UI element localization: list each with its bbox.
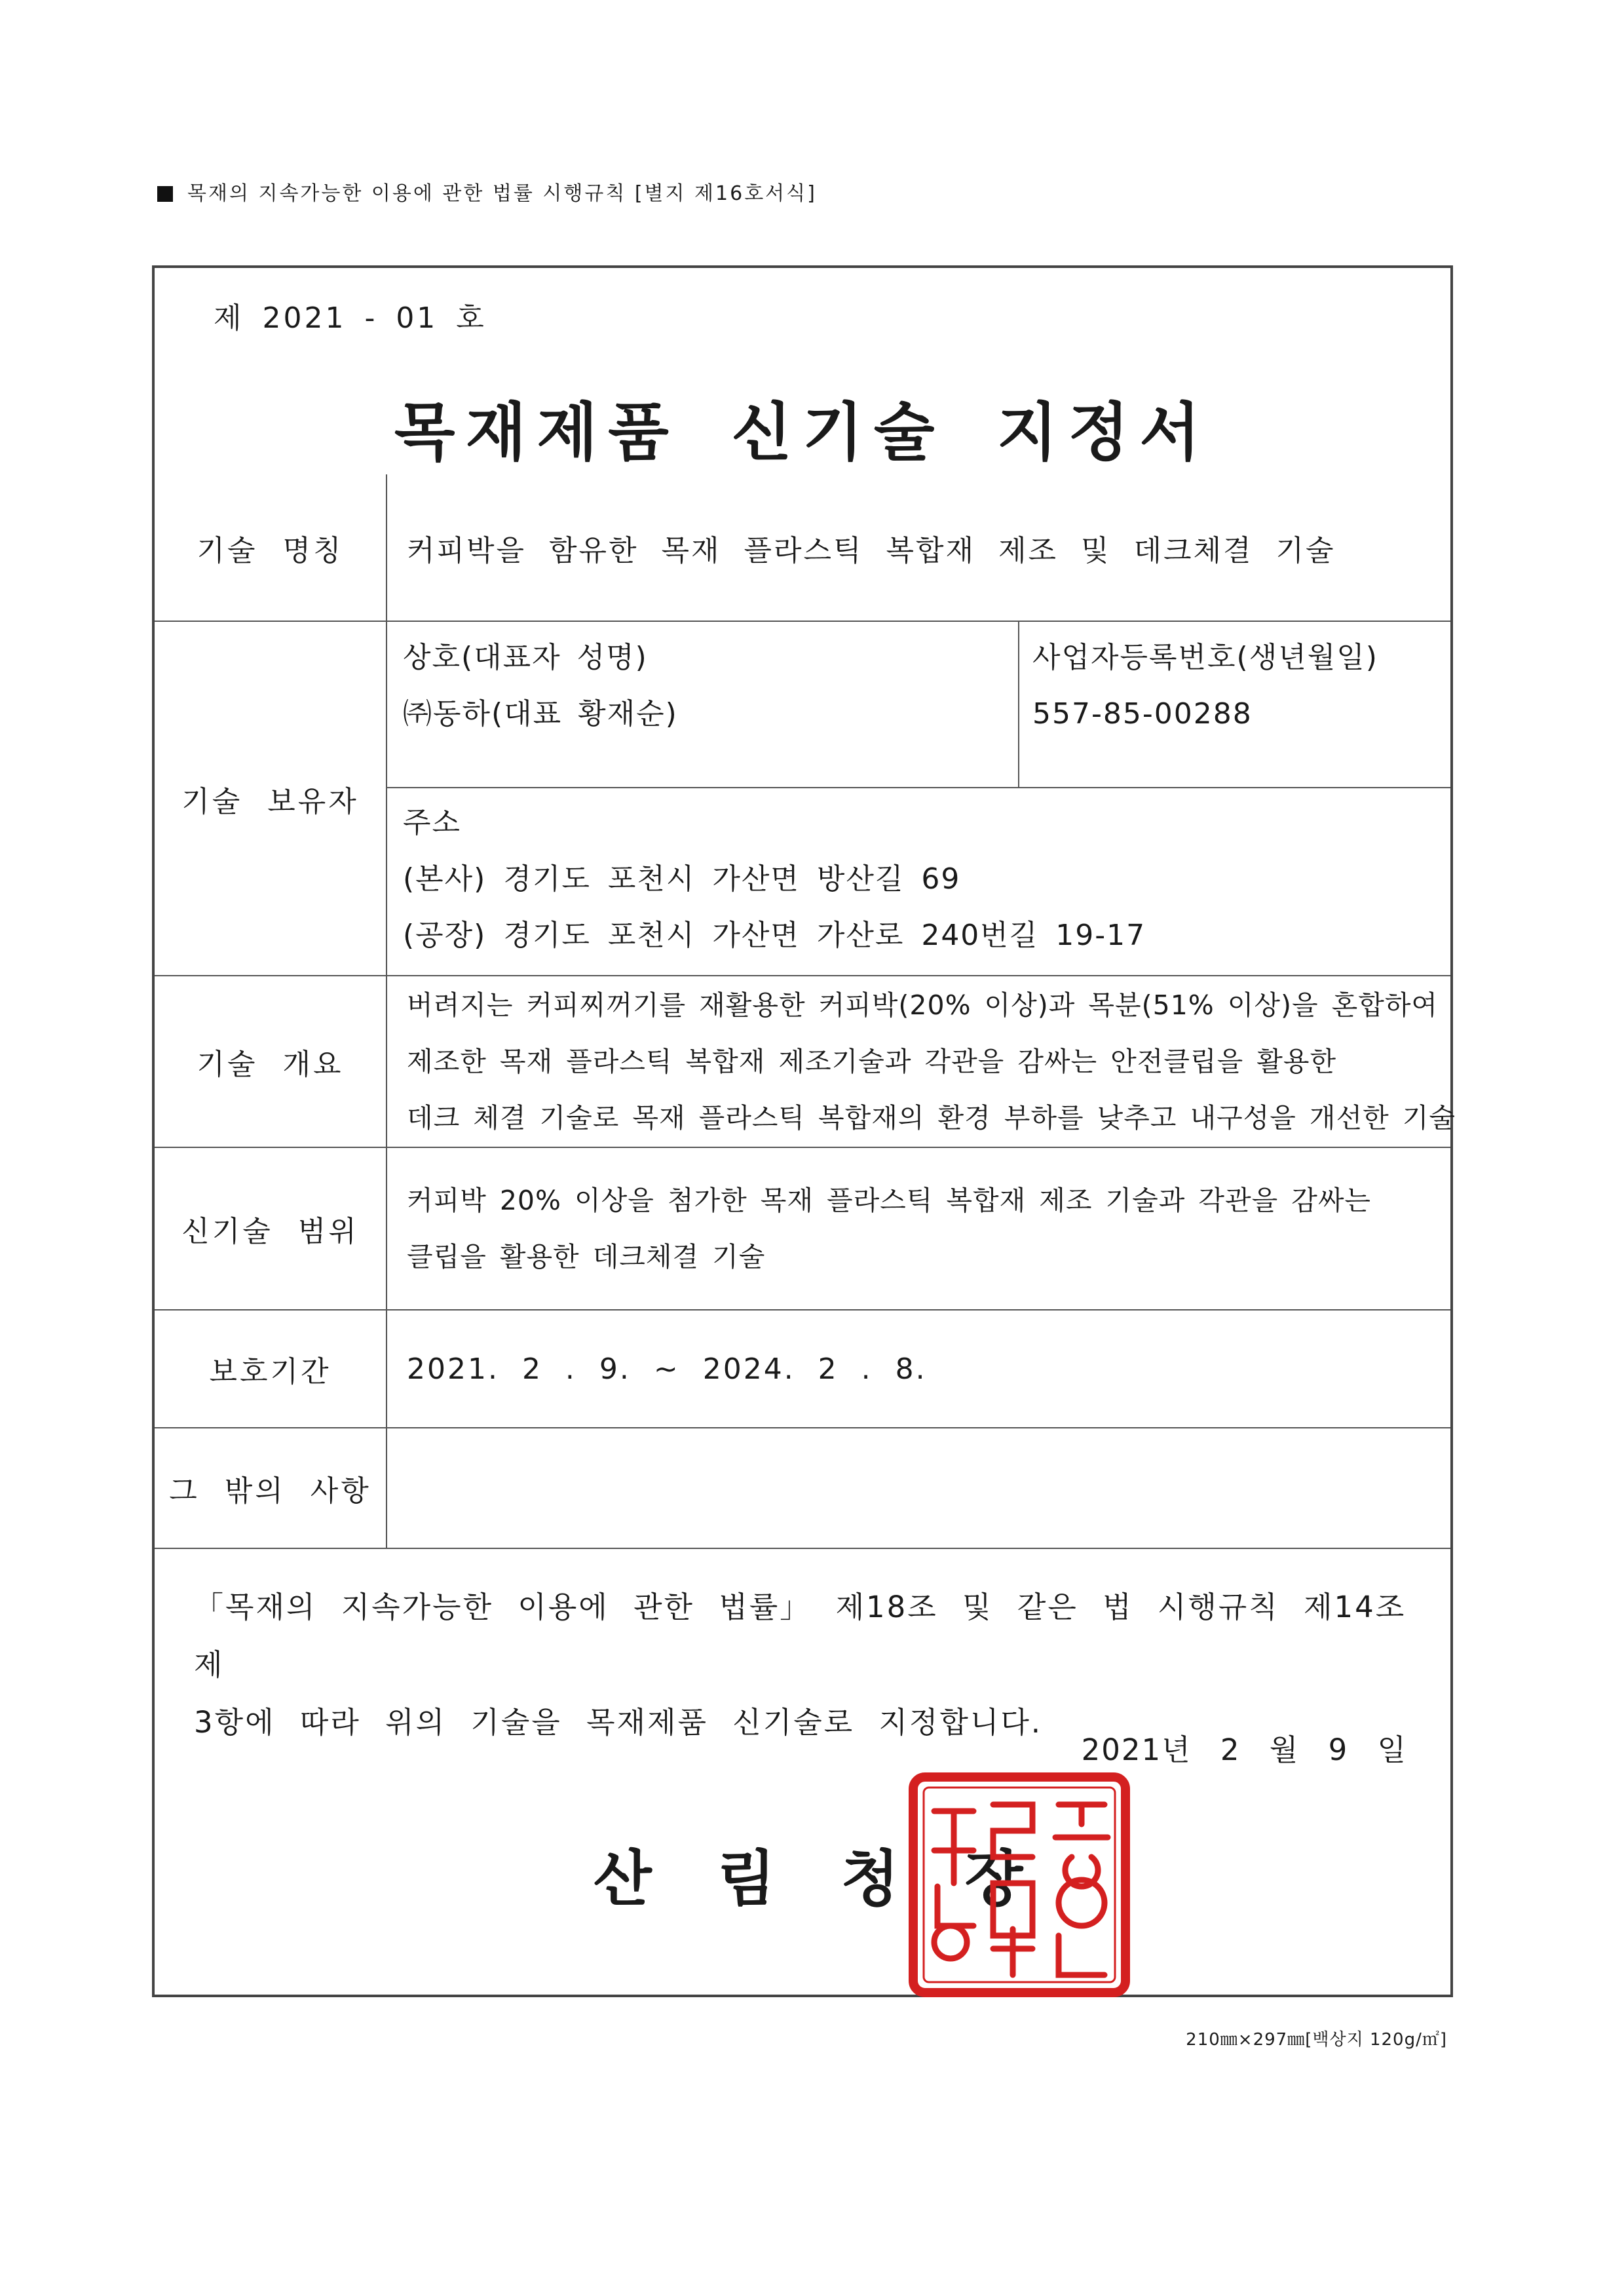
seal-glyph xyxy=(993,1805,1032,1936)
other-value xyxy=(387,1428,1450,1548)
scope-line: 커피박 20% 이상을 첨가한 목재 플라스틱 복합재 제조 기술과 각관을 감싸는 xyxy=(407,1185,1372,1216)
document-number: 제 2021 - 01 호 xyxy=(214,301,487,335)
overview-label: 기술 개요 xyxy=(155,976,387,1147)
row-overview xyxy=(155,976,1450,1147)
period-label: 보호기간 xyxy=(155,1310,387,1428)
company-label: 상호(대표자 성명) xyxy=(403,641,648,674)
seal-glyph xyxy=(1055,1805,1108,1926)
tech-name-value: 커피박을 함유한 목재 플라스틱 복합재 제조 및 데크체결 기술 xyxy=(387,474,1450,621)
row-tech-name xyxy=(155,474,1450,621)
overview-value xyxy=(387,976,1456,1147)
company-cell xyxy=(387,622,1019,787)
statement-line: 3항에 따라 위의 기술을 목재제품 신기술로 지정합니다. xyxy=(194,1705,1043,1740)
row-protection-period xyxy=(155,1310,1450,1428)
registration-value: 557-85-00288 xyxy=(1032,697,1253,731)
registration-label: 사업자등록번호(생년월일) xyxy=(1032,641,1378,674)
overview-line: 데크 체결 기술로 목재 플라스틱 복합재의 환경 부하를 낮추고 내구성을 개선한 기술 xyxy=(407,1102,1456,1134)
certificate-table xyxy=(155,474,1456,1549)
tech-holder-label: 기술 보유자 xyxy=(155,621,387,976)
row-scope xyxy=(155,1147,1450,1310)
holder-company-block xyxy=(387,622,1450,787)
row-tech-holder xyxy=(155,621,1450,976)
address-block xyxy=(387,787,1450,975)
official-seal xyxy=(908,1772,1131,1998)
overview-line: 제조한 목재 플라스틱 복합재 제조기술과 각관을 감싸는 안전클립을 활용한 xyxy=(407,1046,1337,1077)
row-other xyxy=(155,1428,1450,1548)
address-factory: (공장) 경기도 포천시 가산면 가산로 240번길 19-17 xyxy=(403,919,1146,952)
seal-glyph xyxy=(934,1811,973,1926)
scope-value xyxy=(387,1147,1450,1310)
overview-line: 버려지는 커피찌꺼기를 재활용한 커피박(20% 이상)과 목분(51% 이상)을 혼합하여 xyxy=(407,989,1439,1021)
period-value: 2021. 2 . 9. ~ 2024. 2 . 8. xyxy=(387,1310,1450,1428)
document-title: 목재제품 신기술 지정서 xyxy=(394,396,1211,469)
address-label: 주소 xyxy=(403,806,462,839)
registration-cell xyxy=(1019,622,1450,787)
square-bullet-icon xyxy=(157,186,173,202)
paper-spec-note: 210㎜×297㎜[백상지 120g/㎡] xyxy=(1186,2030,1447,2050)
form-reference-note xyxy=(157,177,817,206)
address-headquarters: (본사) 경기도 포천시 가산면 방산길 69 xyxy=(403,862,961,896)
scope-label: 신기술 범위 xyxy=(155,1147,387,1310)
form-reference-text: 목재의 지속가능한 이용에 관한 법률 시행규칙 [별지 제16호서식] xyxy=(187,182,817,205)
tech-holder-cell xyxy=(387,621,1450,976)
statement-line: 「목재의 지속가능한 이용에 관한 법률」 제18조 및 같은 법 시행규칙 제14조제 xyxy=(194,1590,1407,1682)
issuer-name: 산림청장 xyxy=(594,1844,1089,1914)
issue-date: 2021년 2 월 9 일 xyxy=(1081,1732,1407,1767)
certificate-frame xyxy=(152,265,1456,1997)
other-label: 그 밖의 사항 xyxy=(155,1428,387,1548)
company-value: ㈜동하(대표 황재순) xyxy=(403,697,678,731)
tech-name-label: 기술 명칭 xyxy=(155,474,387,621)
scope-line: 클립을 활용한 데크체결 기술 xyxy=(407,1241,766,1272)
